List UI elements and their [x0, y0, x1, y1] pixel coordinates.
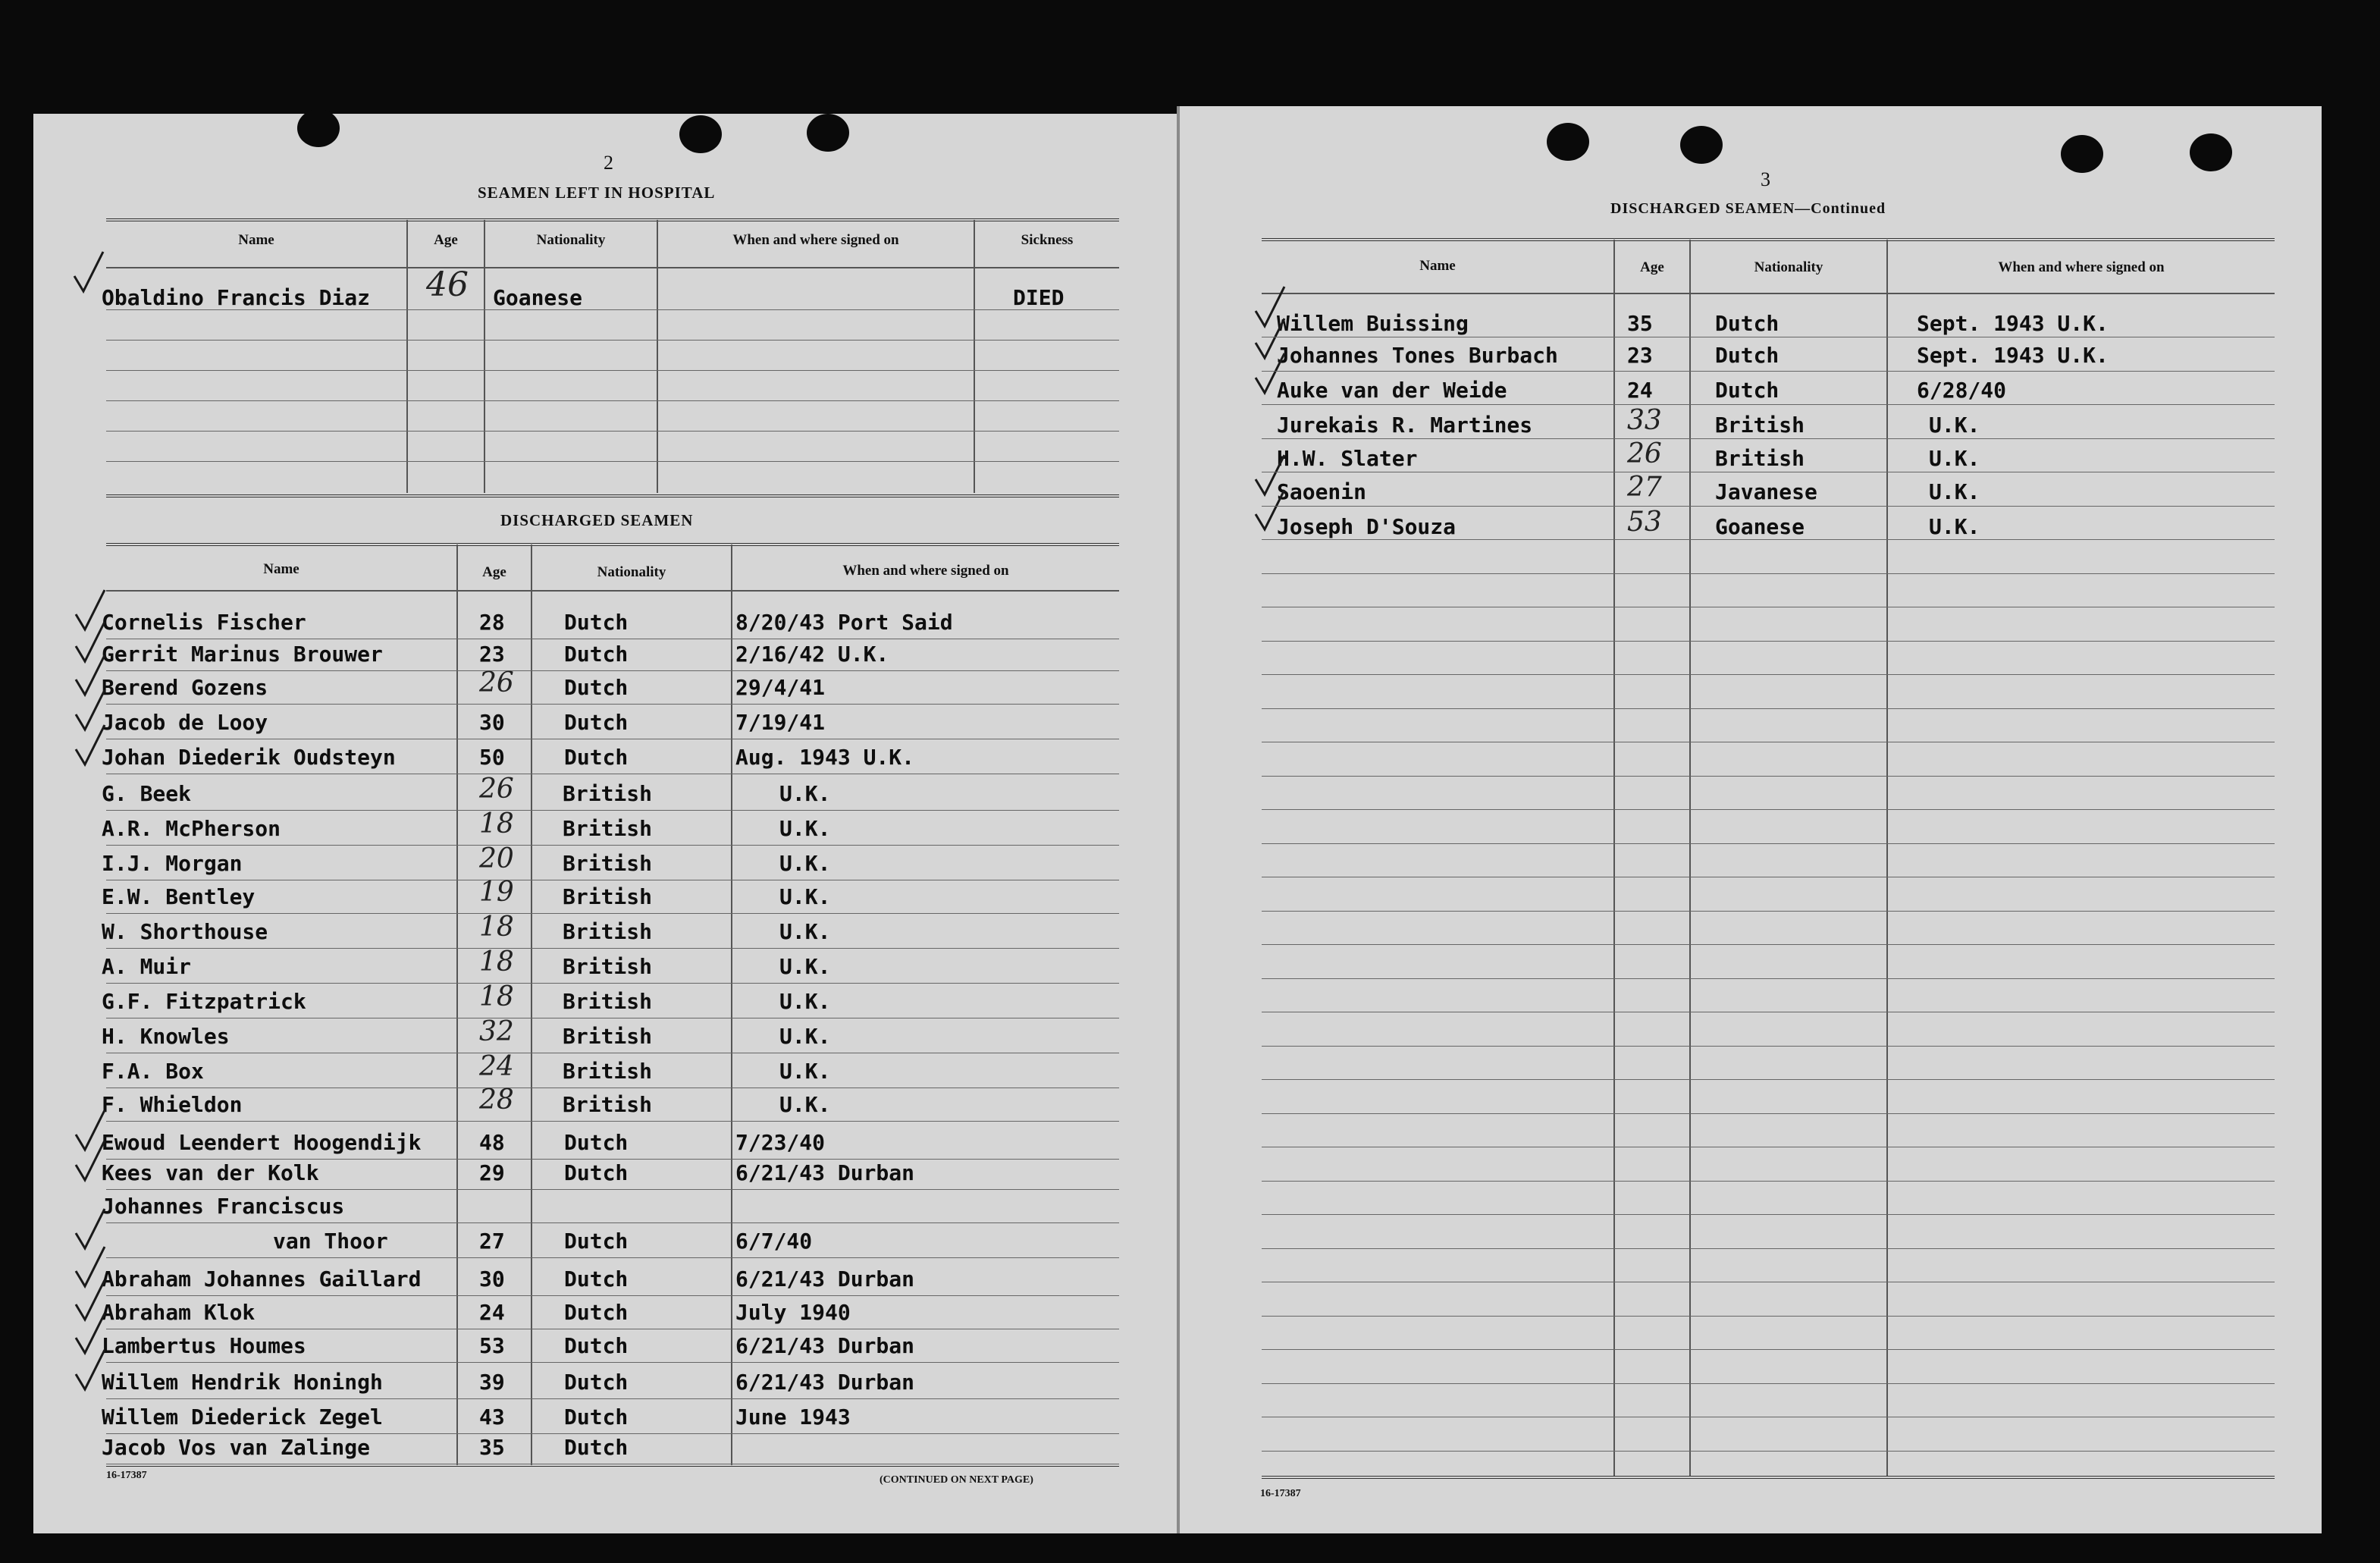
seaman-nationality: British [563, 1059, 653, 1084]
seaman-age: 30 [479, 1266, 505, 1292]
seaman-age: 26 [479, 774, 514, 805]
seaman-age: 39 [479, 1370, 505, 1395]
seaman-signed-on: Sept. 1943 U.K. [1917, 343, 2109, 368]
seaman-age: 18 [479, 912, 514, 943]
seaman-nationality: British [563, 989, 653, 1014]
seaman-name: Willem Buissing [1277, 311, 1469, 336]
seaman-name: W. Shorthouse [102, 919, 268, 944]
seaman-age: 18 [479, 808, 514, 840]
seaman-signed-on: 29/4/41 [735, 675, 826, 700]
hospital-section-title: SEAMEN LEFT IN HOSPITAL [478, 184, 716, 202]
seaman-nationality: Dutch [564, 1130, 629, 1155]
seaman-age: 20 [479, 843, 514, 874]
punch-hole [297, 109, 340, 147]
seaman-signed-on: 2/16/42 U.K. [735, 642, 889, 667]
seaman-signed-on: U.K. [1929, 479, 1980, 504]
seaman-nationality: Dutch [1715, 343, 1780, 368]
seaman-name: E.W. Bentley [102, 884, 256, 909]
continued-note: (CONTINUED ON NEXT PAGE) [880, 1474, 1033, 1486]
discharged-section-title: DISCHARGED SEAMEN [500, 511, 694, 529]
seaman-name: H. Knowles [102, 1024, 230, 1049]
seaman-nationality: Dutch [564, 1229, 629, 1254]
seaman-signed-on: U.K. [779, 781, 831, 806]
punch-hole [2190, 133, 2232, 171]
seaman-signed-on: U.K. [1929, 413, 1980, 438]
seaman-signed-on: 6/28/40 [1917, 378, 2007, 403]
seaman-signed-on: U.K. [779, 851, 831, 876]
col-header-name: Name [238, 232, 274, 248]
seaman-name: Kees van der Kolk [102, 1160, 319, 1185]
seaman-nationality: Dutch [564, 745, 629, 770]
punch-hole [1680, 126, 1723, 164]
seaman-name: Lambertus Houmes [102, 1333, 306, 1358]
seaman-age: 28 [479, 1084, 514, 1116]
seaman-signed-on: 6/7/40 [735, 1229, 813, 1254]
seaman-age: 35 [479, 1435, 505, 1460]
seaman-name: Gerrit Marinus Brouwer [102, 642, 383, 667]
seaman-age: 24 [479, 1051, 514, 1082]
seaman-age: 23 [479, 642, 505, 667]
seaman-name: Jurekais R. Martines [1277, 413, 1533, 438]
seaman-name: H.W. Slater [1277, 446, 1418, 471]
seaman-name: Johannes Franciscus [102, 1194, 345, 1219]
seaman-name: Jacob Vos van Zalinge [102, 1435, 371, 1460]
seaman-signed-on: 7/19/41 [735, 710, 826, 735]
page-number: 2 [604, 152, 613, 174]
seaman-age: 28 [479, 610, 505, 635]
seaman-nationality: Dutch [564, 610, 629, 635]
seaman-nationality: British [563, 851, 653, 876]
seaman-nationality: British [563, 781, 653, 806]
seaman-name: Berend Gozens [102, 675, 268, 700]
seaman-nationality: British [563, 884, 653, 909]
seaman-age: 33 [1627, 405, 1662, 436]
seaman-nationality: Dutch [564, 1333, 629, 1358]
seaman-age: 24 [479, 1300, 505, 1325]
seaman-name: Jacob de Looy [102, 710, 268, 735]
seaman-age: 32 [479, 1016, 514, 1047]
col-header-name: Name [1419, 258, 1456, 274]
seaman-nationality: British [563, 1024, 653, 1049]
seaman-signed-on: U.K. [779, 1092, 831, 1117]
seaman-nationality: British [563, 1092, 653, 1117]
punch-hole [679, 115, 722, 153]
seaman-nationality: Javanese [1715, 479, 1817, 504]
seaman-name: F. Whieldon [102, 1092, 243, 1117]
col-header-nationality: Nationality [536, 232, 606, 248]
punch-hole [2061, 135, 2103, 173]
col-header-name: Name [263, 561, 299, 577]
seaman-age: 18 [479, 946, 514, 978]
seaman-age: 26 [1627, 438, 1662, 469]
seaman-nationality: British [563, 954, 653, 979]
seaman-name: Auke van der Weide [1277, 378, 1507, 403]
seaman-nationality: Dutch [564, 675, 629, 700]
seaman-name: Joseph D'Souza [1277, 514, 1457, 539]
seaman-signed-on: U.K. [1929, 514, 1980, 539]
form-number: 16-17387 [1260, 1488, 1301, 1499]
seaman-name: G.F. Fitzpatrick [102, 989, 306, 1014]
continued-section-title: DISCHARGED SEAMEN—Continued [1610, 200, 1886, 217]
seaman-age: 27 [1627, 472, 1662, 503]
col-header-signed-on: When and where signed on [1998, 259, 2165, 275]
seaman-name: Saoenin [1277, 479, 1367, 504]
seaman-age: 50 [479, 745, 505, 770]
col-header-signed-on: When and where signed on [732, 232, 899, 248]
seaman-nationality: Dutch [564, 710, 629, 735]
seaman-nationality: British [563, 816, 653, 841]
col-header-nationality: Nationality [1754, 259, 1823, 275]
seaman-age: 23 [1627, 343, 1653, 368]
seaman-nationality: Goanese [1715, 514, 1805, 539]
col-header-nationality: Nationality [597, 564, 666, 580]
seaman-signed-on: Aug. 1943 U.K. [735, 745, 915, 770]
seaman-signed-on: 8/20/43 Port Said [735, 610, 953, 635]
seaman-signed-on: U.K. [779, 1024, 831, 1049]
col-header-age: Age [482, 564, 506, 580]
seaman-name: I.J. Morgan [102, 851, 243, 876]
seaman-signed-on: U.K. [779, 954, 831, 979]
seaman-nationality: Dutch [564, 1266, 629, 1292]
seaman-name: Willem Diederick Zegel [102, 1405, 383, 1430]
seaman-name: A.R. McPherson [102, 816, 281, 841]
seaman-name: Johannes Tones Burbach [1277, 343, 1558, 368]
seaman-nationality: Dutch [564, 1405, 629, 1430]
hospital-name: Obaldino Francis Diaz [102, 285, 371, 310]
seaman-nationality: Dutch [564, 1160, 629, 1185]
seaman-nationality: Dutch [1715, 378, 1780, 403]
checkmark-icon [74, 723, 108, 769]
seaman-nationality: Dutch [564, 642, 629, 667]
seaman-signed-on: 6/21/43 Durban [735, 1333, 915, 1358]
seaman-name: G. Beek [102, 781, 192, 806]
hospital-sickness: DIED [1013, 285, 1065, 310]
seaman-age: 53 [1627, 507, 1662, 538]
seaman-age: 26 [479, 667, 514, 698]
seaman-signed-on: 6/21/43 Durban [735, 1370, 915, 1395]
seaman-nationality: British [1715, 413, 1805, 438]
seaman-signed-on: U.K. [779, 884, 831, 909]
seaman-age: 35 [1627, 311, 1653, 336]
punch-hole [1547, 123, 1589, 161]
seaman-nationality: British [563, 919, 653, 944]
seaman-name: Ewoud Leendert Hoogendijk [102, 1130, 422, 1155]
seaman-nationality: Dutch [564, 1300, 629, 1325]
seaman-name: Johan Diederik Oudsteyn [102, 745, 396, 770]
seaman-age: 48 [479, 1130, 505, 1155]
seaman-name: van Thoor [273, 1229, 388, 1254]
seaman-name: Cornelis Fischer [102, 610, 306, 635]
seaman-signed-on: Sept. 1943 U.K. [1917, 311, 2109, 336]
page-fold [1177, 106, 1180, 1533]
col-header-age: Age [1640, 259, 1664, 275]
seaman-signed-on: 6/21/43 Durban [735, 1266, 915, 1292]
seaman-nationality: Dutch [564, 1435, 629, 1460]
col-header-sickness: Sickness [1021, 232, 1074, 248]
seaman-age: 43 [479, 1405, 505, 1430]
seaman-nationality: British [1715, 446, 1805, 471]
page-number: 3 [1761, 168, 1770, 190]
seaman-nationality: Dutch [564, 1370, 629, 1395]
hospital-nationality: Goanese [493, 285, 583, 310]
col-header-signed-on: When and where signed on [842, 563, 1009, 579]
seaman-age: 30 [479, 710, 505, 735]
seaman-signed-on: U.K. [1929, 446, 1980, 471]
seaman-age: 19 [479, 877, 514, 908]
seaman-name: Abraham Johannes Gaillard [102, 1266, 422, 1292]
seaman-signed-on: July 1940 [735, 1300, 851, 1325]
checkmark-icon [1254, 488, 1287, 534]
checkmark-icon [74, 1139, 108, 1185]
seaman-nationality: Dutch [1715, 311, 1780, 336]
checkmark-icon [1254, 352, 1287, 397]
seaman-signed-on: U.K. [779, 816, 831, 841]
seaman-age: 18 [479, 981, 514, 1012]
seaman-signed-on: U.K. [779, 1059, 831, 1084]
hospital-age: 46 [426, 265, 469, 304]
seaman-age: 29 [479, 1160, 505, 1185]
seaman-name: Willem Hendrik Honingh [102, 1370, 383, 1395]
punch-hole [807, 114, 849, 152]
seaman-name: F.A. Box [102, 1059, 204, 1084]
seaman-name: Abraham Klok [102, 1300, 256, 1325]
seaman-signed-on: 6/21/43 Durban [735, 1160, 915, 1185]
seaman-age: 53 [479, 1333, 505, 1358]
seaman-age: 27 [479, 1229, 505, 1254]
checkmark-icon [74, 1348, 108, 1394]
seaman-age: 24 [1627, 378, 1653, 403]
col-header-age: Age [434, 232, 458, 248]
form-number: 16-17387 [106, 1470, 147, 1481]
seaman-signed-on: U.K. [779, 989, 831, 1014]
seaman-name: A. Muir [102, 954, 192, 979]
seaman-signed-on: U.K. [779, 919, 831, 944]
seaman-signed-on: 7/23/40 [735, 1130, 826, 1155]
seaman-signed-on: June 1943 [735, 1405, 851, 1430]
